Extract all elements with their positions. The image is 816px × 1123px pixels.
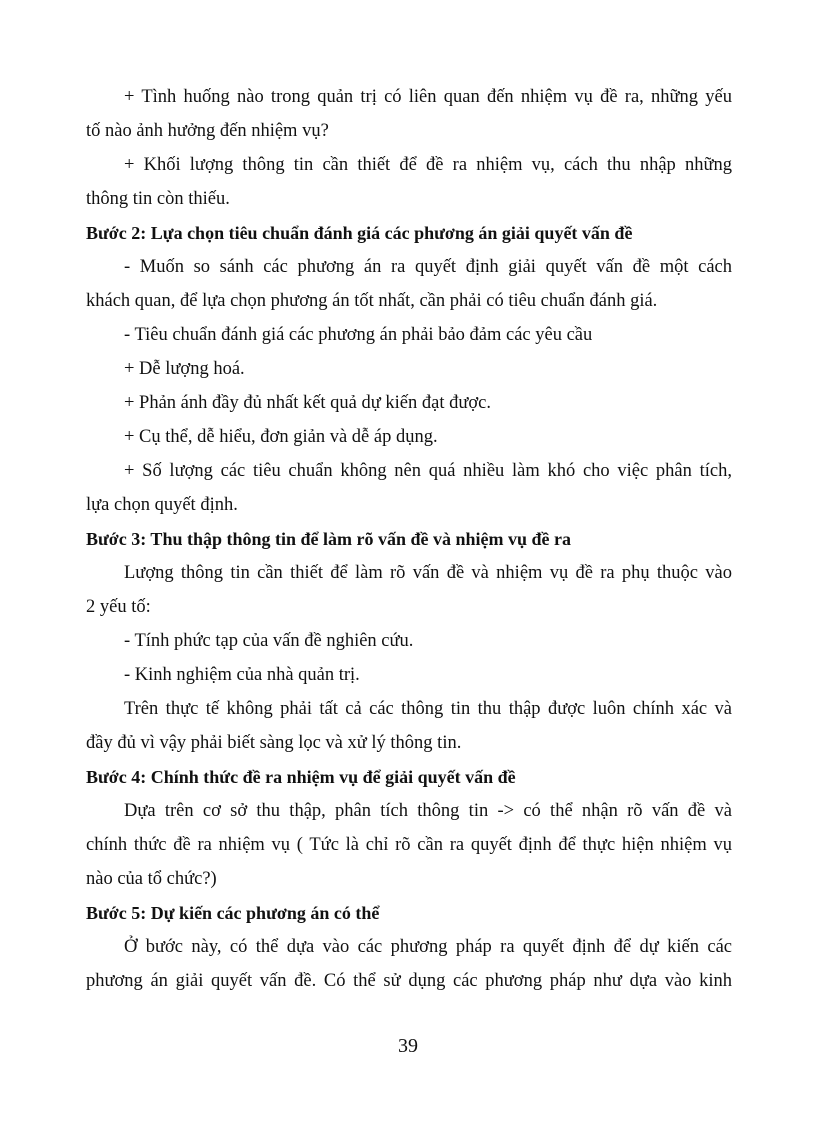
text-line: thông tin còn thiếu. <box>86 189 230 209</box>
text-line: + Phản ánh đầy đủ nhất kết quả dự kiến đạt được. <box>124 393 492 413</box>
text-line: Lượng thông tin cần thiết để làm rõ vấn đề và nhiệm vụ đề ra phụ thuộc vào <box>124 563 732 583</box>
text-line: 2 yếu tố: <box>86 597 151 617</box>
text-line: chính thức đề ra nhiệm vụ ( Tức là chỉ rõ cần ra quyết định để thực hiện nhiệm vụ <box>86 835 732 855</box>
text-line: + Cụ thể, dễ hiểu, đơn giản và dễ áp dụng. <box>124 427 438 447</box>
text-line: lựa chọn quyết định. <box>86 495 238 515</box>
text-line: + Tình huống nào trong quản trị có liên quan đến nhiệm vụ đề ra, những yếu <box>124 87 732 107</box>
text-line: + Dễ lượng hoá. <box>124 359 245 379</box>
section-heading-step-3: Bước 3: Thu thập thông tin để làm rõ vấn đề và nhiệm vụ đề ra <box>86 529 571 549</box>
text-line: khách quan, để lựa chọn phương án tốt nhất, cần phải có tiêu chuẩn đánh giá. <box>86 291 658 311</box>
text-line: - Kinh nghiệm của nhà quản trị. <box>124 665 360 685</box>
text-line: đầy đủ vì vậy phải biết sàng lọc và xử lý thông tin. <box>86 733 462 753</box>
text-line: tố nào ảnh hưởng đến nhiệm vụ? <box>86 121 329 141</box>
section-heading-step-5: Bước 5: Dự kiến các phương án có thể <box>86 903 380 923</box>
page-number: 39 <box>398 1035 418 1057</box>
text-line: phương án giải quyết vấn đề. Có thể sử dụng các phương pháp như dựa vào kinh <box>86 971 732 991</box>
text-line: Dựa trên cơ sở thu thập, phân tích thông tin -> có thể nhận rõ vấn đề và <box>124 801 732 821</box>
text-line: - Tính phức tạp của vấn đề nghiên cứu. <box>124 631 414 651</box>
text-line: - Muốn so sánh các phương án ra quyết định giải quyết vấn đề một cách <box>124 257 732 277</box>
text-line: + Khối lượng thông tin cần thiết để đề ra nhiệm vụ, cách thu nhập những <box>124 155 732 175</box>
section-heading-step-2: Bước 2: Lựa chọn tiêu chuẩn đánh giá các phương án giải quyết vấn đề <box>86 223 633 243</box>
text-line: nào của tổ chức?) <box>86 869 217 889</box>
text-line: Ở bước này, có thể dựa vào các phương pháp ra quyết định để dự kiến các <box>124 937 732 957</box>
page-content <box>86 80 732 998</box>
section-heading-step-4: Bước 4: Chính thức đề ra nhiệm vụ để giải quyết vấn đề <box>86 767 516 787</box>
text-line: - Tiêu chuẩn đánh giá các phương án phải bảo đảm các yêu cầu <box>124 325 593 345</box>
text-line: + Số lượng các tiêu chuẩn không nên quá nhiều làm khó cho việc phân tích, <box>124 461 732 481</box>
text-line: Trên thực tế không phải tất cả các thông tin thu thập được luôn chính xác và <box>124 699 732 719</box>
